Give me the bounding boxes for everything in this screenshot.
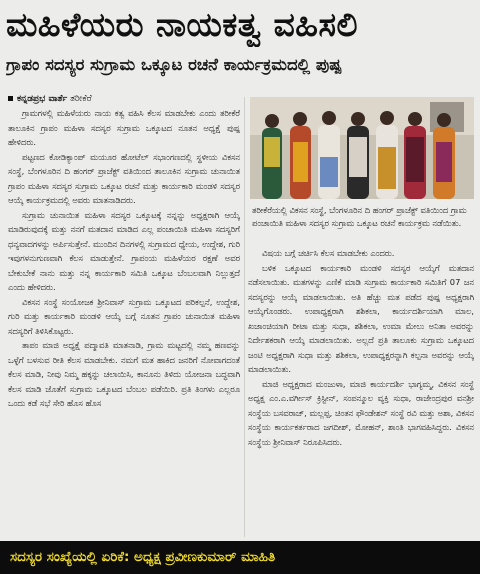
paragraph: ತಾಪಂ ಮಾಜಿ ಅಧ್ಯಕ್ಷೆ ಪದ್ಮಾವತಿ ಮಾತನಾಡಿ, ಗ್ರಾಮ ಮಟ್ಟದಲ್ಲಿ ನಮ್ಮ ಹಣವನ್ನು ಒಳ್ಳೆಗೆ ಬಳಸುವ ರೀತಿ ಕೆಲಸ ಮಾಡಬೇಕು. ನಮಗೆ ಮತ ಹಾಕಿದ ಜನರಿಗೆ ನೋವಾಗದಂತೆ ಕೆಲಸ ಮಾಡಿ, ನೀವು ನಿಮ್ಮ ಹಕ್ಕನ್ನು ಚಲಾಯಿಸಿ, ಕಾನೂನು ತಿಳಿದು ಯೋಜನಾ ಬದ್ಧವಾಗಿ ಕೆಲಸ ಮಾಡಿ ಜೊತೆಗೆ ಸುಗ್ರಾಮ ಒಕ್ಕೂಟದ ಬೆಂಬಲ ಪಡೆಯಿರಿ. ಪ್ರತಿ ತಿಂಗಳು ಎಲ್ಲರೂ ಒಂದು ಕಡೆ ಸಭೆ ಸೇರಿ ಹೊಸ ಹೊಸ [8,340,240,408]
byline [8,92,238,106]
bullet-icon [8,96,13,101]
subheadline: ಗ್ರಾಪಂ ಸದಸ್ಯರ ಸುಗ್ರಾಮ ಒಕ್ಕೂಟ ರಚನೆ ಕಾರ್ಯಕ್ರಮದಲ್ಲಿ ಪುಷ್ಪ [6,55,342,74]
byline-place: ತರೀಕೆರೆ [70,94,92,104]
related-news-banner [0,541,480,574]
group-photo [250,97,474,199]
photo-caption: ತರೀಕೆರೆಯಲ್ಲಿ ವಿಕಸನ ಸಂಸ್ಥೆ, ಬೆಂಗಳೂರಿನ ದಿ ಹಂಗರ್ ಪ್ರಾಜೆಕ್ಟ್ ವತಿಯಿಂದ ಗ್ರಾಮ ಪಂಚಾಯಿತಿ ಮಹಿಳಾ ಸದಸ್ಯರ ಸುಗ್ರಾಮ ಒಕ್ಕೂಟ ರಚನೆ ಕಾರ್ಯಕ್ರಮ ನಡೆಯಿತು. [252,205,467,228]
article-column-2 [248,246,474,538]
paragraph: ಮಾಜಿ ಅಧ್ಯಕ್ಷರಾದ ಮಂಜುಳಾ, ಮಾಜಿ ಕಾರ್ಯದರ್ಶಿ ಭಾಗ್ಯಮ್ಮ, ವಿಕಸನ ಸಂಸ್ಥೆ ಅಧ್ಯಕ್ಷ ಎಂ.ಎ.ವರ್ಗೀಸ್ ಕ್ರಿಸ್ಟೀನ್, ಸಂಪನ್ಮೂಲ ವ್ಯಕ್ತಿ ಸುಧಾ, ರಾಜೇಂದ್ರಪುರ ವನಶ್ರೀ ಸಂಸ್ಥೆಯ ಬಸವರಾಜ್, ಮಲ್ಲಪ್ಪ, ಚಿಂತನ ಫೌಂಡೇಶನ್ ಸಂಸ್ಥೆ ರವಿ ಮತ್ತು ಅಶಾ, ವಿಕಸನ ಸಂಸ್ಥೆಯ ಕಾರ್ಯಕರ್ತರಾದ ಜಗದೀಶ್, ಮೋಹನ್, ಶಾಂತಿ ಭಾಗವಹಿಸಿದ್ದರು. ವಿಕಸನ ಸಂಸ್ಥೆಯ ಶ್ರೀನಿವಾಸ್ ನಿರೂಪಿಸಿದರು. [248,378,474,447]
byline-source: ಕನ್ನಡಪ್ರಭ ವಾರ್ತೆ [17,94,68,104]
paragraph: ವಿಕಸನ ಸಂಸ್ಥೆ ಸಂಯೋಜಕ ಶ್ರೀನಿವಾಸ್ ಸುಗ್ರಾಮ ಒಕ್ಕೂಟದ ಪರಿಕಲ್ಪನೆ, ಉದ್ದೇಶ, ಗುರಿ ಮತ್ತು ಕಾರ್ಯಕಾರಿ ಮಂಡಳಿ ಆಯ್ಕೆ ಬಗ್ಗೆ ನೂತನ ಗ್ರಾಪಂ ಚುನಾಯಿತ ಮಹಿಳಾ ಸದಸ್ಯರಿಗೆ ತಿಳಿಸಿಕೊಟ್ಟರು. [8,296,240,336]
article-column-1 [8,106,240,538]
paragraph: ಬಳಿಕ ಒಕ್ಕೂಟದ ಕಾರ್ಯಕಾರಿ ಮಂಡಳಿ ಸದಸ್ಯರ ಆಯ್ಕೆಗೆ ಮತದಾನ ನಡೆಸಲಾಯಿತು. ಮತಗಳನ್ನು ಎಣಿಕೆ ಮಾಡಿ ಸುಗ್ರಾಮ ಕಾರ್ಯಕಾರಿ ಸಮಿತಿಗೆ 07 ಜನ ಸದಸ್ಯರನ್ನು ಆಯ್ಕೆ ಮಾಡಲಾಯಿತು. ಅತಿ ಹೆಚ್ಚು ಮತ ಪಡೆದ ಪುಷ್ಪ ಅಧ್ಯಕ್ಷರಾಗಿ ಆಯ್ಕೆಗೊಂಡರು. ಉಪಾಧ್ಯಕ್ಷರಾಗಿ ಶಶಿಕಲಾ, ಕಾರ್ಯದರ್ಶಿಯಾಗಿ ಮಾಲ, ಖಜಾಂಚಿಯಾಗಿ ರೀಟಾ ಮತ್ತು ಸುಧಾ, ಶಶಿಕಲಾ, ಉಮಾ ಮೇಲು ಅನಿತಾ ಅವರನ್ನು ನಿರ್ದೇಶಕರಾಗಿ ಆಯ್ಕೆ ಮಾಡಲಾಯಿತು. ಅಲ್ಲದೆ ಪ್ರತಿ ತಾಲೂಕು ಸುಗ್ರಾಮ ಒಕ್ಕೂಟದ ಜಂಟಿ ಅಧ್ಯಕ್ಷರಾಗಿ ಸುಧಾ ಮತ್ತು ಶಶಿಕಲಾ, ಉಪಾಧ್ಯಕ್ಷರನ್ನಾಗಿ ಕಲ್ಪನಾ ಅವರನ್ನು ಆಯ್ಕೆ ಮಾಡಲಾಯಿತು. [248,262,474,374]
group-photo-illustration [250,97,474,199]
paragraph: ಪಟ್ಟಣದ ಕೋಡಿಕ್ಯಾಂಪ್ ಮಯೂರ ಹೋಟೆಲ್ ಸಭಾಂಗಣದಲ್ಲಿ ಸ್ಥಳೀಯ ವಿಕಸನ ಸಂಸ್ಥೆ, ಬೆಂಗಳೂರಿನ ದಿ ಹಂಗರ್ ಪ್ರಾಜೆಕ್ಟ್ ವತಿಯಿಂದ ತಾಲೂಕಿನ ಸುಗ್ರಾಮ ಚುನಾಯಿತ ಗ್ರಾಪಂ ಮಹಿಳಾ ಸದಸ್ಯರ ಸುಗ್ರಾಮ ಒಕ್ಕೂಟ ರಚನೆ ಮತ್ತು ಕಾರ್ಯಕಾರಿ ಮಂಡಳಿ ಸದಸ್ಯರ ಆಯ್ಕೆ ಕಾರ್ಯಕ್ರಮದಲ್ಲಿ ಅವರು ಮಾತನಾಡಿದರು. [8,151,240,205]
column-divider [244,97,245,537]
paragraph: ವಿಷಯ ಬಗ್ಗೆ ಚರ್ಚಿಸಿ ಕೆಲಸ ಮಾಡಬೇಕು ಎಂದರು. [262,248,395,258]
headline: ಮಹಿಳೆಯರು ನಾಯಕತ್ವ ವಹಿಸಲಿ [6,5,358,44]
paragraph: ಗ್ರಾಮಗಳಲ್ಲಿ ಮಹಿಳೆಯರು ನಾಯ ಕತ್ವ ವಹಿಸಿ ಕೆಲಸ ಮಾಡಬೇಕು ಎಂದು ತರೀಕೆರೆ ತಾಲೂಕಿನ ಗ್ರಾಪಂ ಮಹಿಳಾ ಸದಸ್ಯರ ಸುಗ್ರಾಮ ಒಕ್ಕೂಟದ ನೂತನ ಅಧ್ಯಕ್ಷೆ ಪುಷ್ಪ ಹೇಳಿದರು. [8,108,240,147]
paragraph: ಸುಗ್ರಾಮ ಚುನಾಯಿತ ಮಹಿಳಾ ಸದಸ್ಯರ ಒಕ್ಕೂಟಕ್ಕೆ ನನ್ನನ್ನು ಅಧ್ಯಕ್ಷರಾಗಿ ಆಯ್ಕೆ ಮಾಡಿರುವುದಕ್ಕೆ ಮತ್ತು ನನಗೆ ಮತದಾನ ಮಾಡಿದ ಎಲ್ಲ ಪಂಚಾಯಿತಿ ಮಹಿಳಾ ಸದಸ್ಯರಿಗೆ ಧನ್ಯವಾದಗಳನ್ನು ಅರ್ಪಿಸುತ್ತೇನೆ. ಮುಂದಿನ ದಿನಗಳಲ್ಲಿ ಸುಗ್ರಾಮದ ಧ್ಯೇಯ, ಉದ್ದೇಶ, ಗುರಿ ಇವುಗಳನುಗುಣವಾಗಿ ಕೆಲಸ ಮಾಡುತ್ತೇನೆ. ಗ್ರಾಪಂಯ ಮಹಿಳೆಯರ ರಕ್ಷಣೆ ಅವರ ಬೇಕುಬೇಕೆ ನಾನು ಮತ್ತು ನನ್ನ ಕಾರ್ಯಕಾರಿ ಸಮಿತಿ ಒಕ್ಕೂಟ ಬೆಂಬಲವಾಗಿ ನಿಲ್ಲುತ್ತದೆ ಎಂದು ಹೇಳಿದರು. [8,209,240,292]
banner-headline: ಸದಸ್ಯರ ಸಂಖ್ಯೆಯಲ್ಲಿ ಏರಿಕೆ: ಅಧ್ಯಕ್ಷ ಪ್ರವೀಣಕುಮಾರ್ ಮಾಹಿತಿ [10,549,276,565]
